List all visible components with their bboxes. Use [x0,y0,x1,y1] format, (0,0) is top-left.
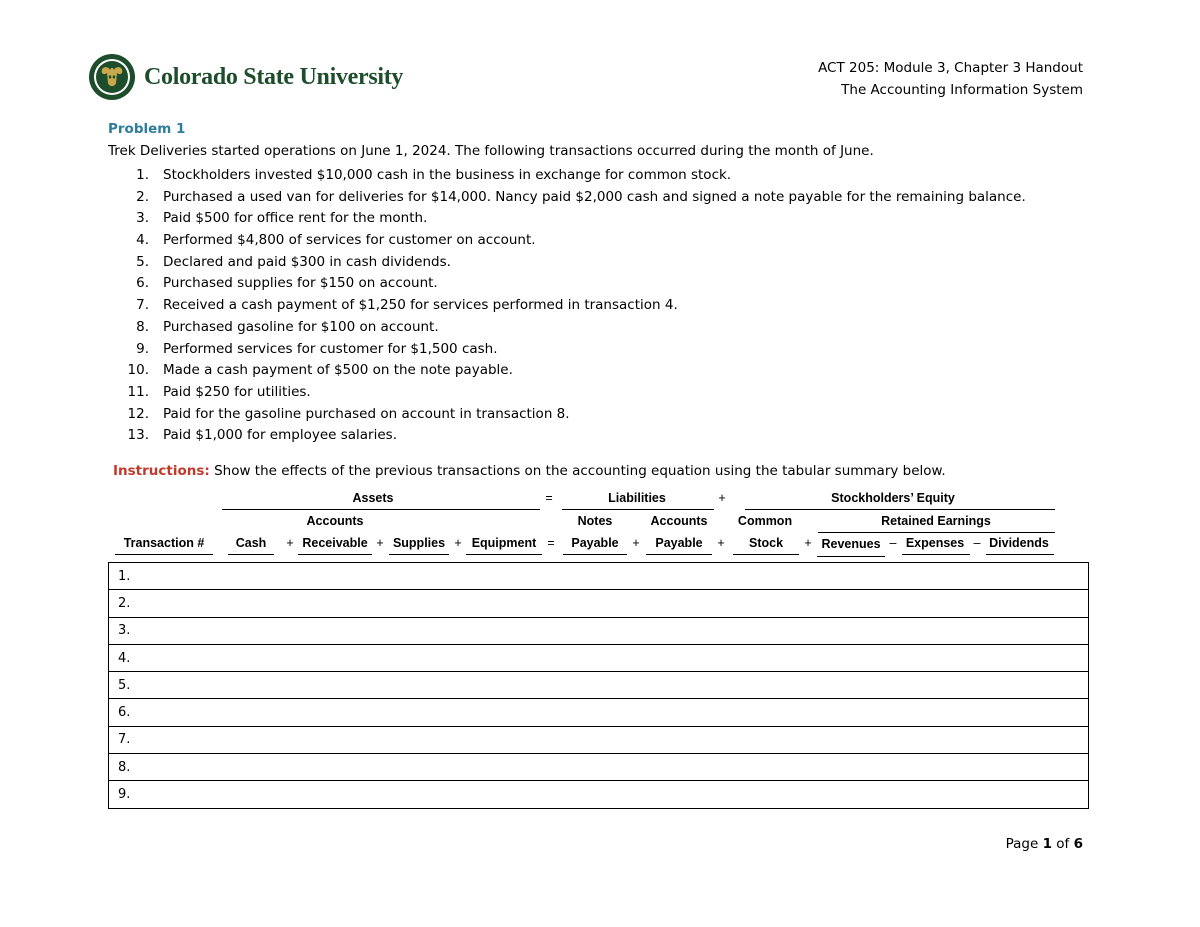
university-logo [88,53,403,101]
table-row [109,644,1089,671]
accounts-payable-top-label: Accounts [650,514,708,528]
dividends-underline [986,554,1054,555]
receivable-label: Receivable [302,536,368,550]
csu-ram-seal-icon [88,53,136,101]
list-item: 7. Received a cash payment of $1,250 for services performed in transaction 4. [136,297,678,314]
row-number[interactable]: 8. [109,754,1089,781]
notes-top-label: Notes [577,514,613,528]
receivable-underline [298,554,372,555]
accounts-payable-label: Payable [655,536,703,550]
plus-sign: + [718,491,726,505]
instructions-label: Instructions: [113,463,210,479]
problem-intro: Trek Deliveries started operations on June 1, 2024. The following transactions occurred during the month of June. [108,143,874,159]
cash-underline [228,554,274,555]
cash-label: Cash [235,536,267,550]
plus-sign: + [717,536,725,550]
list-item: 5. Declared and paid $300 in cash dividends. [136,253,451,270]
assets-underline [222,509,540,510]
list-item: 8. Purchased gasoline for $100 on account. [136,318,439,335]
revenues-underline [817,556,885,557]
list-item: 2. Purchased a used van for deliveries for $14,000. Nancy paid $2,000 cash and signed a note payable for the remaining balance. [136,188,1026,205]
list-item: 6. Purchased supplies for $150 on account. [136,275,438,292]
list-item: 1. Stockholders invested $10,000 cash in the business in exchange for common stock. [136,167,732,183]
document-header [818,57,1083,101]
course-title: ACT 205: Module 3, Chapter 3 Handout [818,60,1083,76]
list-item: 11. Paid $250 for utilities. [127,383,311,400]
accounts-top-label: Accounts [306,514,364,528]
retained-underline [818,532,1055,533]
plus-sign: + [804,536,812,550]
supplies-underline [389,554,449,555]
row-number[interactable]: 6. [109,699,1089,726]
expenses-label: Expenses [905,536,965,550]
row-number[interactable]: 2. [109,590,1089,617]
supplies-label: Supplies [392,536,446,550]
stock-underline [733,554,799,555]
equipment-label: Equipment [471,536,537,550]
table-row [109,754,1089,781]
row-number[interactable]: 9. [109,781,1089,808]
row-number[interactable]: 4. [109,644,1089,671]
row-number[interactable]: 7. [109,726,1089,753]
list-item: 10. Made a cash payment of $500 on the note payable. [127,362,513,379]
plus-sign: + [286,536,294,550]
retained-earnings-label: Retained Earnings [881,514,991,528]
notes-payable-underline [563,554,627,555]
revenues-label: Revenues [821,537,881,551]
transaction-list [108,165,1026,447]
equals-sign: = [545,491,553,505]
table-row [109,563,1089,590]
row-number[interactable]: 3. [109,617,1089,644]
stock-label: Stock [748,536,784,550]
table-row [109,726,1089,753]
instructions [113,463,946,479]
table-row [109,617,1089,644]
problem-title: Problem 1 [108,121,186,137]
equity-underline [745,509,1055,510]
common-top-label: Common [737,514,793,528]
row-number[interactable]: 1. [109,563,1089,590]
table-row [109,699,1089,726]
course-subtitle: The Accounting Information System [841,82,1083,98]
dividends-label: Dividends [989,536,1049,550]
liabilities-heading: Liabilities [608,491,666,505]
list-item: 13. Paid $1,000 for employee salaries. [127,427,397,444]
plus-sign: + [632,536,640,550]
transaction-number-label: Transaction # [123,536,205,550]
expenses-underline [902,554,970,555]
equals-sign: = [547,536,555,550]
accounts-payable-underline [646,554,712,555]
instructions-text: Show the effects of the previous transactions on the accounting equation using the tabular summary below. [209,463,946,479]
list-item: 9. Performed services for customer for $1,500 cash. [136,340,498,357]
equity-heading: Stockholders’ Equity [831,491,955,505]
plus-sign: + [376,536,384,550]
minus-sign: – [973,536,981,550]
transaction-underline [115,554,213,555]
plus-sign: + [454,536,462,550]
university-name: Colorado State University [144,63,404,90]
notes-payable-label: Payable [571,536,619,550]
table-row [109,590,1089,617]
equipment-underline [466,554,542,555]
page-number: Page 1 of 6 [1005,836,1083,852]
list-item: 4. Performed $4,800 of services for customer on account. [136,232,536,249]
list-item: 12. Paid for the gasoline purchased on account in transaction 8. [127,405,570,422]
table-row [109,781,1089,808]
minus-sign: – [889,536,897,550]
assets-heading: Assets [352,491,394,505]
liabilities-underline [562,509,714,510]
tabular-summary-table [108,562,1089,809]
table-row [109,672,1089,699]
row-number[interactable]: 5. [109,672,1089,699]
list-item: 3. Paid $500 for office rent for the month. [136,210,428,227]
